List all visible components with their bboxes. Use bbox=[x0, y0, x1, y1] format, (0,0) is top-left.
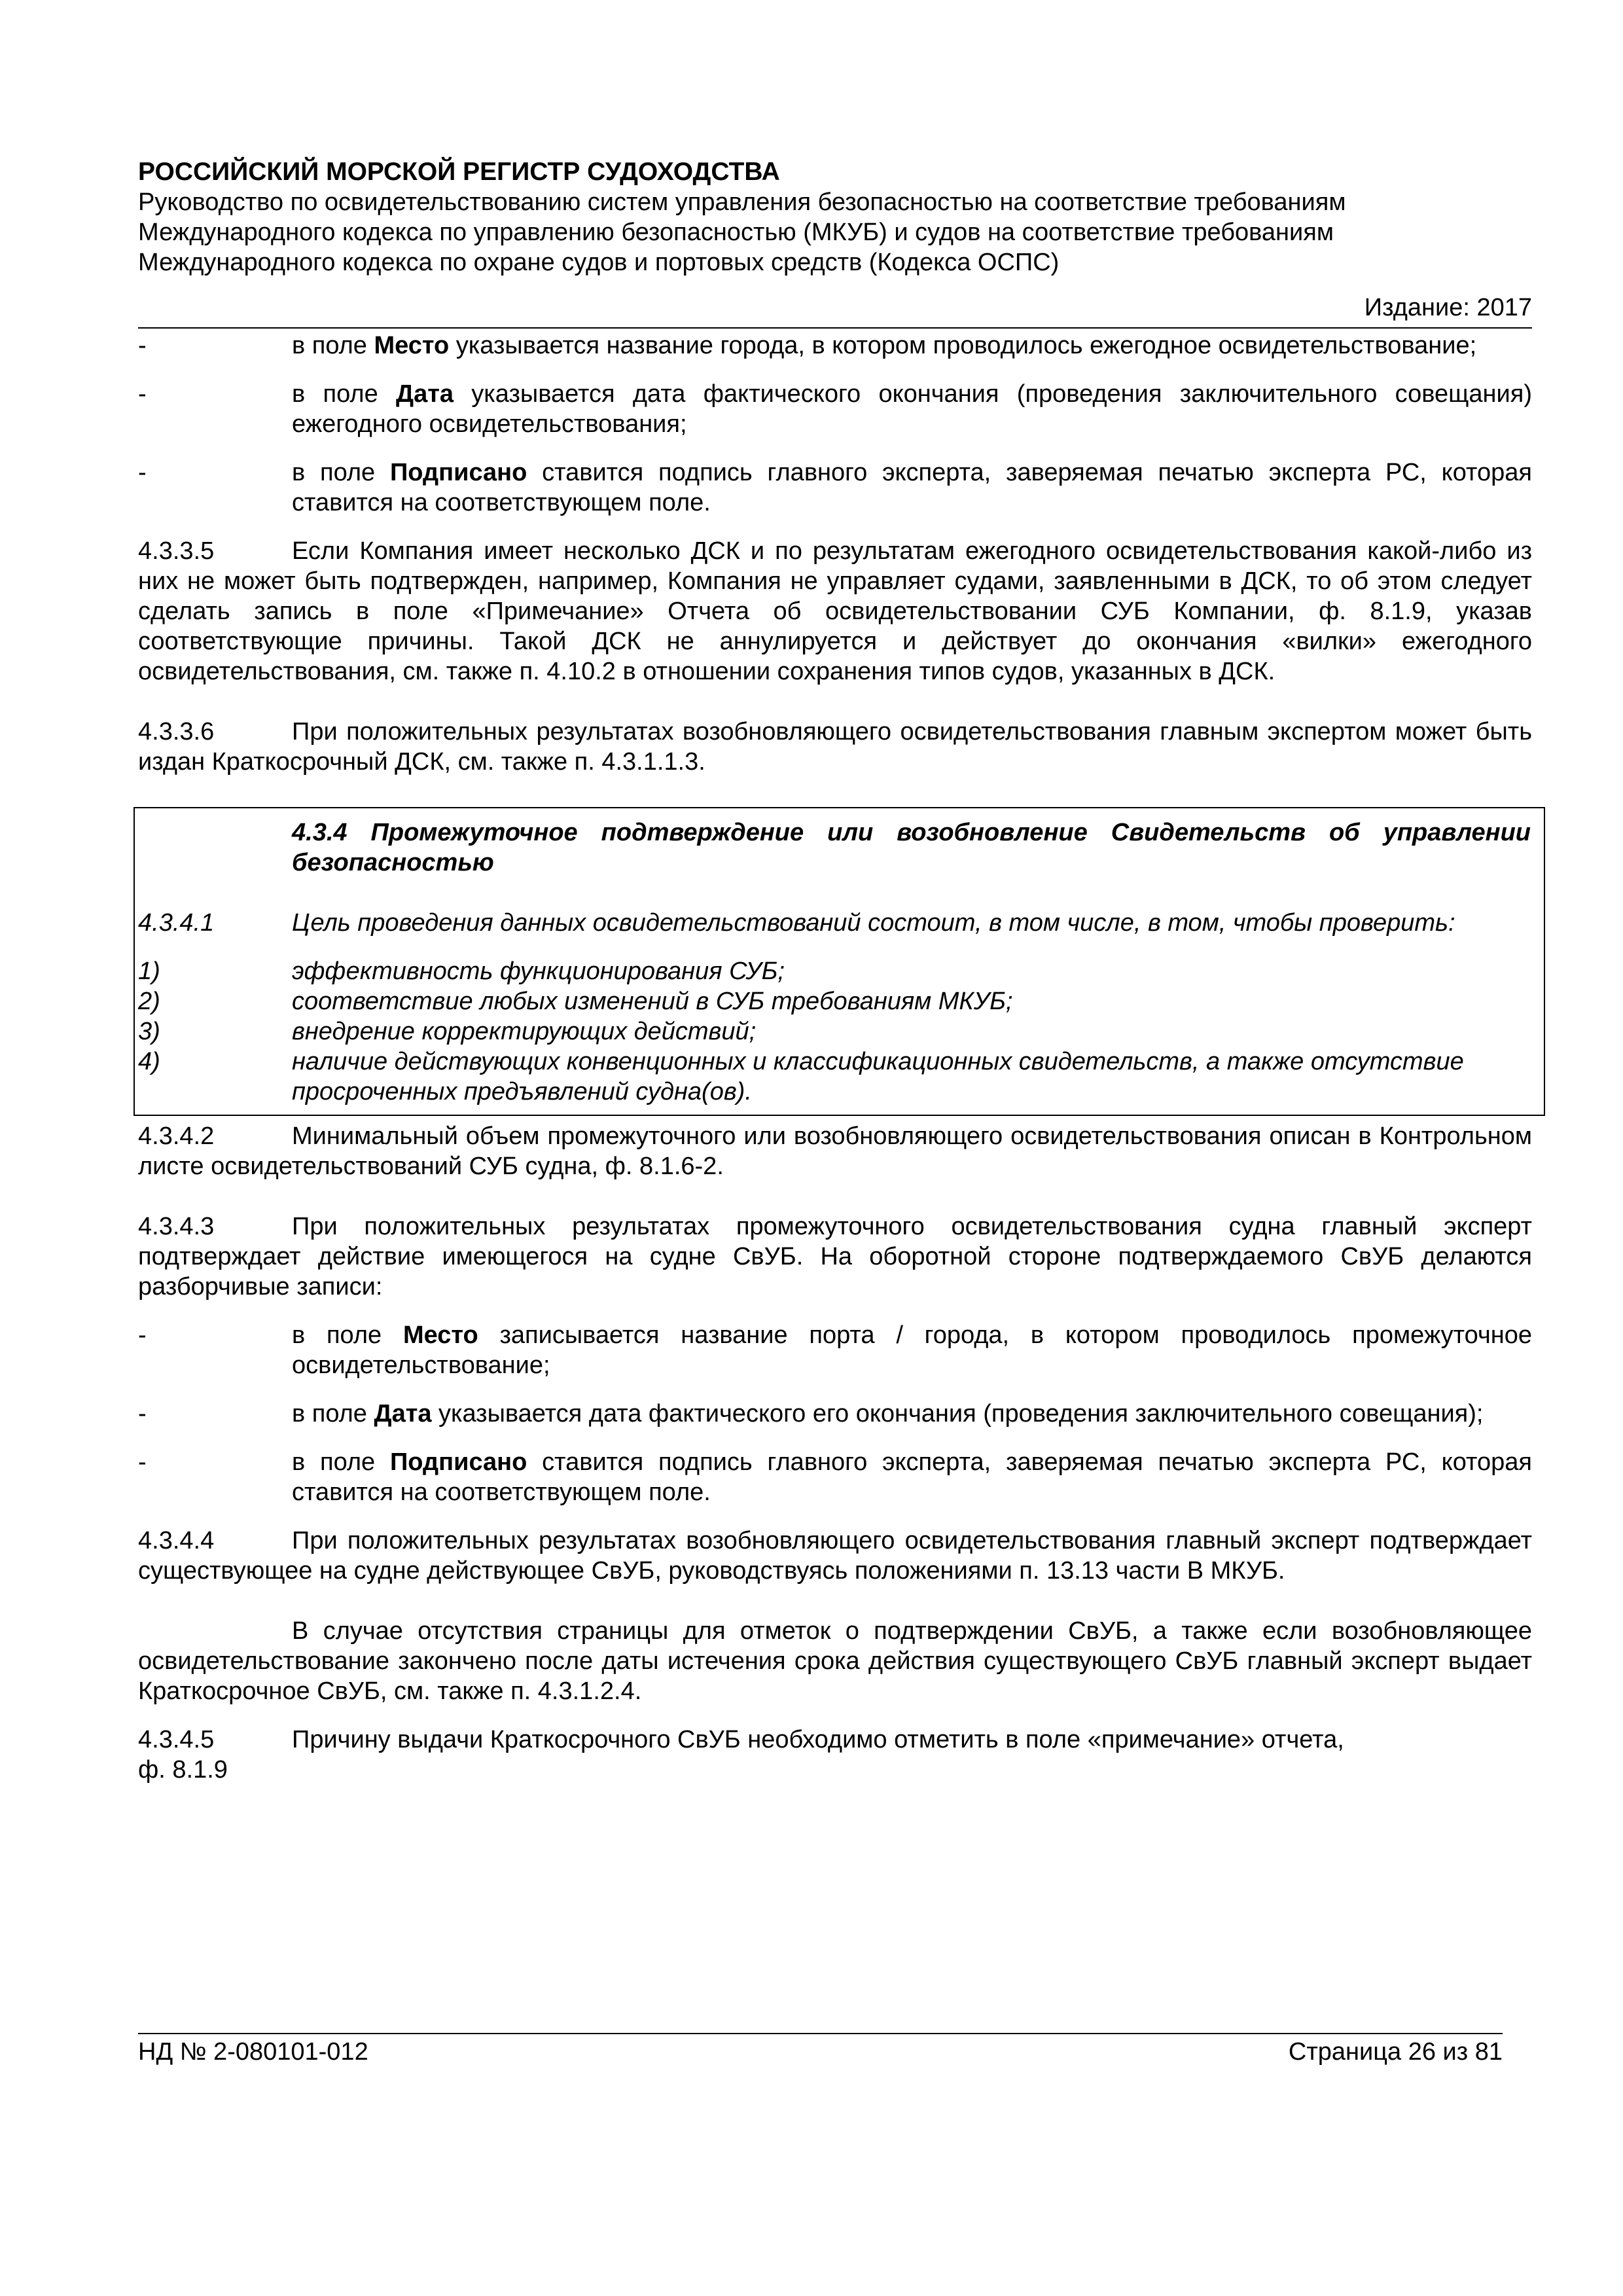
list-marker: - bbox=[138, 332, 147, 359]
edition-label: Издание: 2017 bbox=[1364, 294, 1532, 321]
paragraph-number: 4.3.4.4 bbox=[138, 1527, 215, 1554]
guide-title-line-2: Международного кодекса по управлению безопасностью (МКУБ) и судов на соответствие требованиям bbox=[138, 219, 1334, 246]
field-name: Место bbox=[374, 332, 450, 359]
paragraph-4-3-4-2: 4.3.4.2 Минимальный объем промежуточного или возобновляющего освидетельствования описан в Контрольном листе освидетельствований СУБ судна, ф. 8.1.6-2. bbox=[138, 1122, 1532, 1180]
list-item: - в поле Дата указывается дата фактического его окончания (проведения заключительного совещания); bbox=[138, 1400, 1484, 1427]
paragraph-4-3-4-4: 4.3.4.4 При положительных результатах возобновляющего освидетельствования главный эксперт подтверждает существующее на судне действующее СвУБ, руководствуясь положениями п. 13.13 части В МКУБ. bbox=[138, 1527, 1532, 1585]
list-item: - в поле Подписано ставится подпись главного эксперта, заверяемая печатью эксперта РС, которая ставится на соответствующем поле. bbox=[138, 1448, 1532, 1506]
field-name: Дата bbox=[374, 1400, 432, 1427]
list-item: - в поле Подписано ставится подпись главного эксперта, заверяемая печатью эксперта РС, которая ставится на соответствующем поле. bbox=[138, 459, 1532, 516]
field-name: Место bbox=[402, 1321, 478, 1349]
paragraph-4-3-3-5: 4.3.3.5 Если Компания имеет несколько ДСК и по результатам ежегодного освидетельствования какой-либо из них не может быть подтвержден, например, Компания не управляет судами, заявленными в ДСК, то об этом следует сделать запись в поле «Примечание» Отчета об освидетельствовании СУБ Компании, ф. 8.1.9, указав соответствующие причины. Такой ДСК не аннулируется и действует до окончания «вилки» ежегодного освидетельствования, см. также п. 4.10.2 в отношении сохранения типов судов, указанных в ДСК. bbox=[138, 537, 1532, 685]
paragraph-4-3-4-1: 4.3.4.1 Цель проведения данных освидетельствований состоит, в том числе, в том, чтобы проверить: bbox=[138, 909, 1455, 937]
document-header bbox=[138, 157, 1532, 278]
list-marker: - bbox=[138, 1448, 147, 1476]
paragraph-number: 4.3.3.5 bbox=[138, 537, 215, 565]
framed-section-4-3-4 bbox=[134, 807, 1545, 1116]
list-item: 3) внедрение корректирующих действий; bbox=[138, 1018, 757, 1045]
list-marker: 4) bbox=[138, 1048, 160, 1075]
guide-title-line-3: Международного кодекса по охране судов и портовых средств (Кодекса ОСПС) bbox=[138, 249, 1060, 276]
document-body bbox=[138, 331, 1532, 1785]
list-item: 1) эффективность функционирования СУБ; bbox=[138, 958, 785, 985]
guide-title-line-1: Руководство по освидетельствованию систем управления безопасностью на соответствие требованиям bbox=[138, 188, 1346, 216]
footer-divider bbox=[138, 2033, 1503, 2034]
list-item: - в поле Дата указывается дата фактического окончания (проведения заключительного совещания) ежегодного освидетельствования; bbox=[138, 380, 1532, 438]
list-item: - в поле Место указывается название города, в котором проводилось ежегодное освидетельствование; bbox=[138, 332, 1477, 359]
organization-name: РОССИЙСКИЙ МОРСКОЙ РЕГИСТР СУДОХОДСТВА bbox=[138, 158, 780, 186]
list-marker: - bbox=[138, 380, 147, 408]
list-marker: - bbox=[138, 1321, 147, 1349]
list-marker: 1) bbox=[138, 958, 160, 985]
list-marker: - bbox=[138, 459, 147, 486]
document-number: НД № 2-080101-012 bbox=[138, 2038, 368, 2066]
field-name: Дата bbox=[396, 380, 454, 408]
paragraph-4-3-4-4-continued: В случае отсутствия страницы для отметок о подтверждении СвУБ, а также если возобновляющее освидетельствование закончено после даты истечения срока действия существующего СвУБ главный эксперт выдает Краткосрочное СвУБ, см. также п. 4.3.1.2.4. bbox=[138, 1617, 1532, 1705]
list-item: - в поле Место записывается название порта / города, в котором проводилось промежуточное освидетельствование; bbox=[138, 1321, 1532, 1379]
list-marker: 3) bbox=[138, 1018, 160, 1045]
list-item: 2) соответствие любых изменений в СУБ требованиям МКУБ; bbox=[138, 988, 1013, 1015]
paragraph-number: 4.3.4.1 bbox=[138, 909, 215, 937]
list-marker: - bbox=[138, 1400, 147, 1427]
paragraph-number: 4.3.4.5 bbox=[138, 1726, 215, 1753]
field-name: Подписано bbox=[389, 1448, 527, 1476]
page-number: Страница 26 из 81 bbox=[1288, 2038, 1503, 2066]
list-item: 4) наличие действующих конвенционных и классификационных свидетельств, а также отсутствие просроченных предъявлений судна(ов). bbox=[138, 1048, 1464, 1105]
paragraph-4-3-4-3: 4.3.4.3 При положительных результатах промежуточного освидетельствования судна главный эксперт подтверждает действие имеющегося на судне СвУБ. На оборотной стороне подтверждаемого СвУБ делаются разборчивые записи: bbox=[138, 1213, 1532, 1300]
paragraph-number: 4.3.4.2 bbox=[138, 1122, 215, 1150]
field-name: Подписано bbox=[389, 459, 527, 486]
header-divider bbox=[138, 327, 1532, 329]
paragraph-4-3-4-5: 4.3.4.5 Причину выдачи Краткосрочного СвУБ необходимо отметить в поле «примечание» отчета, ф. 8.1.9 bbox=[138, 1726, 1344, 1784]
list-marker: 2) bbox=[138, 988, 160, 1015]
section-heading: 4.3.4 Промежуточное подтверждение или возобновление Свидетельств об управлении безопасностью bbox=[292, 819, 1531, 876]
paragraph-number: 4.3.4.3 bbox=[138, 1213, 215, 1240]
paragraph-4-3-3-6: 4.3.3.6 При положительных результатах возобновляющего освидетельствования главным экспертом может быть издан Краткосрочный ДСК, см. также п. 4.3.1.1.3. bbox=[138, 718, 1532, 776]
paragraph-number: 4.3.3.6 bbox=[138, 718, 215, 745]
